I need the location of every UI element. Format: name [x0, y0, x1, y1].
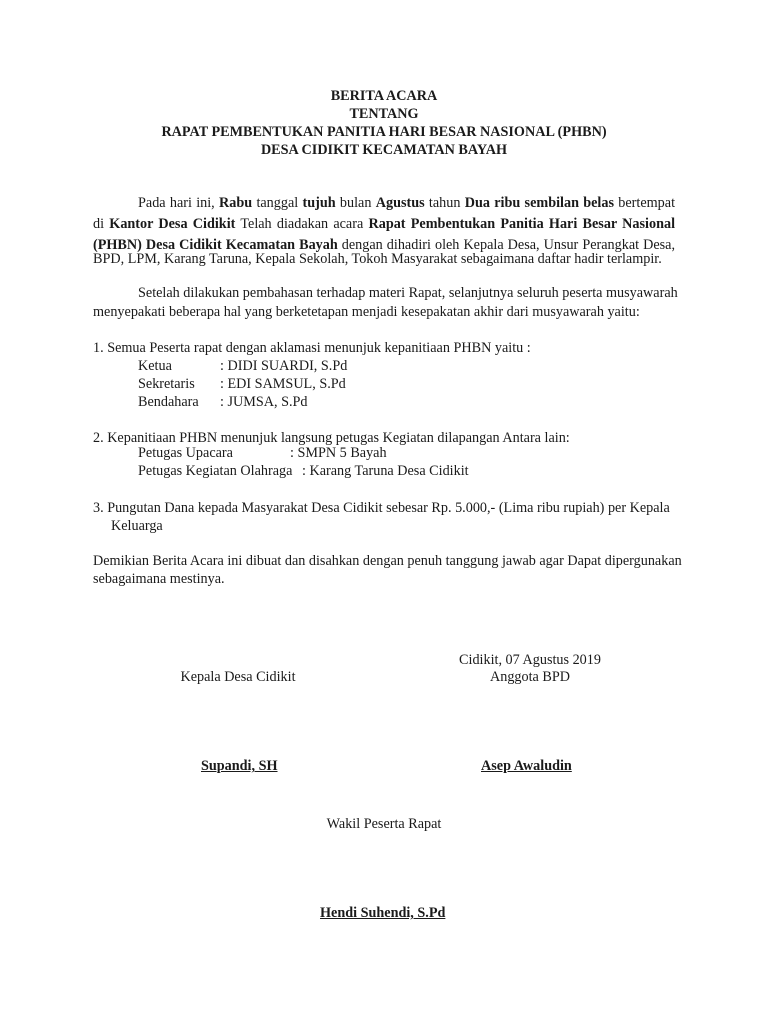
paragraph-1-line-2: di Kantor Desa Cidikit Telah diadakan acara Rapat Pembentukan Panitia Hari Besar Nasional: [93, 216, 676, 232]
doc-subject: RAPAT PEMBENTUKAN PANITIA HARI BESAR NASIONAL (PHBN): [161, 124, 607, 140]
signatory-bottom-title: Wakil Peserta Rapat: [326, 816, 442, 832]
signatory-left-name: Supandi, SH: [201, 758, 278, 774]
officer-value-upacara: : SMPN 5 Bayah: [290, 445, 387, 461]
list-item-3-line-1: 3. Pungutan Dana kepada Masyarakat Desa Cidikit sebesar Rp. 5.000,- (Lima ribu rupiah) per Kepala: [93, 500, 670, 516]
committee-label-ketua: Ketua: [138, 358, 172, 374]
paragraph-1-line-4: BPD, LPM, Karang Taruna, Kepala Sekolah, Tokoh Masyarakat sebagaimana daftar hadir terlampir.: [93, 251, 662, 267]
committee-value-bendahara: : JUMSA, S.Pd: [220, 394, 308, 410]
list-item-3-line-2: Keluarga: [111, 518, 163, 534]
committee-value-sekretaris: : EDI SAMSUL, S.Pd: [220, 376, 346, 392]
signatory-right-name: Asep Awaludin: [481, 758, 572, 774]
doc-location: DESA CIDIKIT KECAMATAN BAYAH: [260, 142, 508, 158]
signatory-bottom-name: Hendi Suhendi, S.Pd: [320, 905, 446, 921]
paragraph-2-line-1: Setelah dilakukan pembahasan terhadap materi Rapat, selanjutnya seluruh peserta musyawarah: [138, 285, 678, 301]
signatory-left-title: Kepala Desa Cidikit: [180, 669, 296, 685]
closing-line-1: Demikian Berita Acara ini dibuat dan disahkan dengan penuh tanggung jawab agar Dapat dipergunakan: [93, 553, 682, 569]
place-date: Cidikit, 07 Agustus 2019: [459, 652, 601, 668]
list-item-1: 1. Semua Peserta rapat dengan aklamasi menunjuk kepanitiaan PHBN yaitu :: [93, 340, 531, 356]
paragraph-1-line-3: (PHBN) Desa Cidikit Kecamatan Bayah dengan dihadiri oleh Kepala Desa, Unsur Perangkat Desa,: [93, 237, 676, 253]
doc-subtitle-tentang: TENTANG: [349, 106, 419, 122]
committee-label-bendahara: Bendahara: [138, 394, 199, 410]
officer-label-upacara: Petugas Upacara: [138, 445, 233, 461]
officer-value-olahraga: : Karang Taruna Desa Cidikit: [302, 463, 469, 479]
signatory-right-title: Anggota BPD: [489, 669, 570, 685]
doc-title: BERITA ACARA: [330, 88, 438, 104]
committee-label-sekretaris: Sekretaris: [138, 376, 195, 392]
paragraph-1-line-1: Pada hari ini, Rabu tanggal tujuh bulan Agustus tahun Dua ribu sembilan belas bertempat: [138, 195, 676, 211]
list-item-2: 2. Kepanitiaan PHBN menunjuk langsung petugas Kegiatan dilapangan Antara lain:: [93, 430, 570, 446]
paragraph-2-line-2: menyepakati beberapa hal yang berketetapan menjadi kesepakatan akhir dari musyawarah yaitu:: [93, 304, 640, 320]
closing-line-2: sebagaimana mestinya.: [93, 571, 225, 587]
officer-label-olahraga: Petugas Kegiatan Olahraga: [138, 463, 293, 479]
committee-value-ketua: : DIDI SUARDI, S.Pd: [220, 358, 348, 374]
